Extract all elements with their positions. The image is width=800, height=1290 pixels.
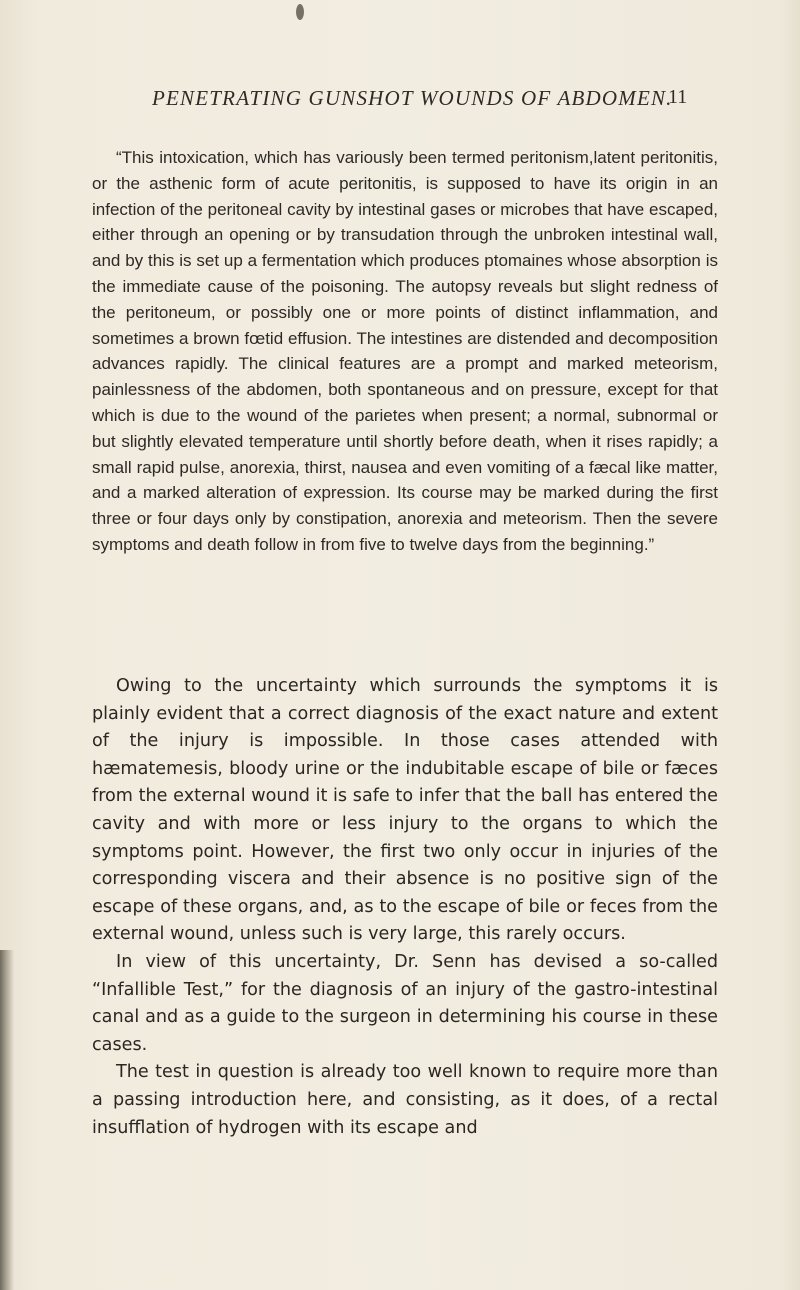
body-paragraph-2: In view of this uncertainty, Dr. Senn has devised a so-called “Infallible Test,” for the diagnosis of an injury of the gastro-intestinal canal and as a guide to the surgeon in determining his course in these cases. bbox=[92, 951, 718, 1055]
ink-smudge bbox=[296, 4, 304, 20]
body-text bbox=[92, 673, 718, 1142]
running-head bbox=[152, 86, 712, 114]
page-number: 11 bbox=[668, 86, 688, 108]
quote-paragraph: “This intoxication, which has variously been termed peritonism,latent peritonitis, or the asthenic form of acute peritonitis, is supposed to have its origin in an infection of the peritoneal cavity by intestinal gases or microbes that have escaped, either through an opening or by transudation through the unbroken intestinal wall, and by this is set up a fermentation which produces ptomaines whose absorption is the immediate cause of the poisoning. The autopsy reveals but slight redness of the peritoneum, or possibly one or more points of distinct inflammation, and sometimes a brown fœtid effusion. The intestines are distended and decomposition advances rapidly. The clinical features are a prompt and marked meteorism, painlessness of the abdomen, both spontaneous and on pressure, except for that which is due to the wound of the parietes when present; a normal, subnormal or but slightly elevated temperature until shortly before death, when it rises rapidly; a small rapid pulse, anorexia, thirst, nausea and even vomiting of a fæcal like matter, and a marked alteration of expression. Its course may be marked during the first three or four days only by constipation, anorexia and meteorism. Then the severe symptoms and death follow in from five to twelve days from the beginning.” bbox=[92, 148, 718, 554]
body-paragraph-3: The test in question is already too well known to require more than a passing introduction here, and consisting, as it does, of a rectal insufflation of hydrogen with its escape and bbox=[92, 1062, 718, 1138]
body-paragraph-1: Owing to the uncertainty which surrounds the symptoms it is plainly evident that a correct diagnosis of the exact nature and extent of the injury is impossible. In those cases attended with hæmatemesis, bloody urine or the indubitable escape of bile or fæces from the external wound it is safe to infer that the ball has entered the cavity and with more or less injury to the organs to which the symptoms point. However, the first two only occur in injuries of the corresponding viscera and their absence is no positive sign of the escape of these organs, and, as to the escape of bile or feces from the external wound, unless such is very large, this rarely occurs. bbox=[92, 676, 718, 945]
binding-shadow bbox=[0, 950, 14, 1290]
quoted-passage bbox=[92, 145, 718, 558]
running-title: PENETRATING GUNSHOT WOUNDS OF ABDOMEN. bbox=[152, 86, 673, 110]
